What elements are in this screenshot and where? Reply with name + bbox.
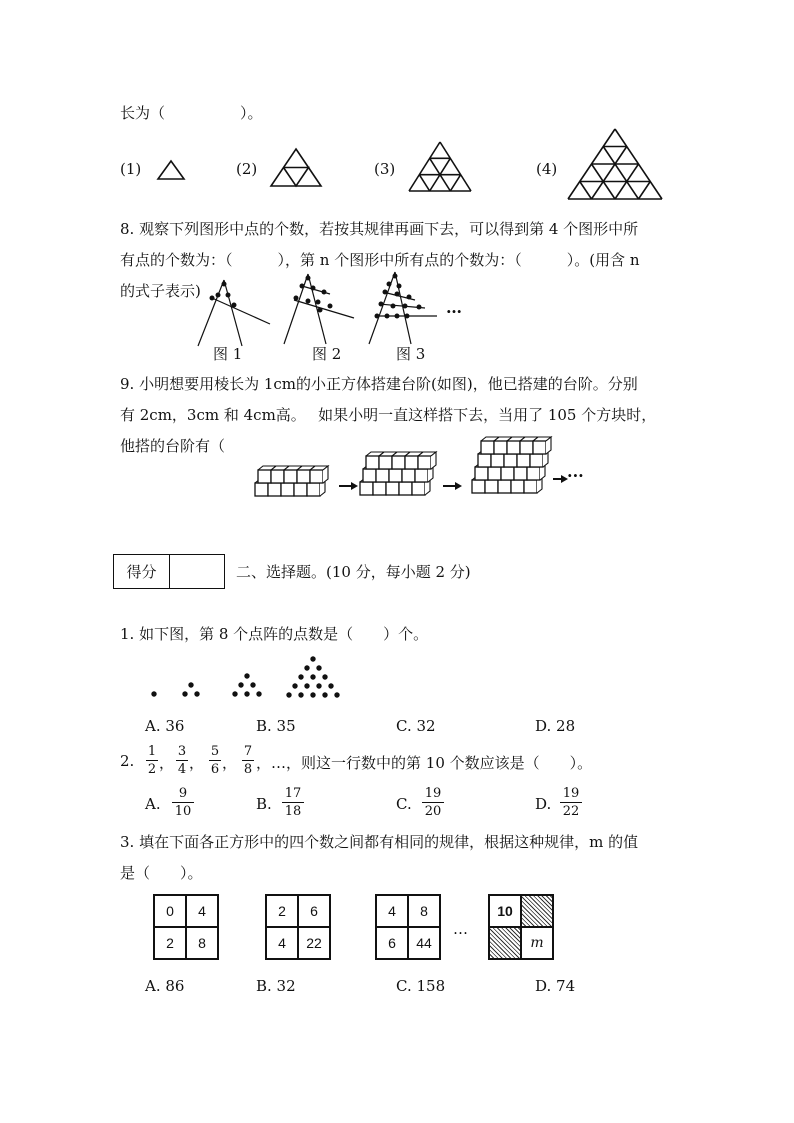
dot-figure-1 [190, 278, 280, 348]
c3-option-c: C. 158 [396, 977, 446, 995]
c1-option-c: C. 32 [396, 717, 436, 735]
square-cell: 10 [489, 895, 521, 927]
square-cell: 0 [154, 895, 186, 927]
square-cell: 6 [298, 895, 330, 927]
q7-label-4: (4) [536, 160, 558, 178]
c2-option-d-fraction: 19 22 [560, 786, 582, 819]
number-square-4 [488, 894, 554, 960]
number-square-3 [375, 894, 441, 960]
c2-prefix: 2. [120, 752, 135, 770]
score-label: 得分 [114, 555, 170, 588]
c3-option-a: A. 86 [145, 977, 185, 995]
staircase-figure-3 [472, 437, 552, 506]
c2-option-a-letter: A. [145, 795, 161, 813]
square-cell: 2 [154, 927, 186, 959]
c2-seq-fraction-3: 5 6 [210, 744, 220, 777]
q8-figure-label-2: 图 2 [312, 345, 342, 363]
triangle-figure-3 [408, 141, 472, 192]
dot-figure-2 [280, 272, 360, 348]
section-title: 二、选择题。(10 分，每小题 2 分) [236, 563, 471, 581]
c3-line-2: 是（ ）。 [120, 864, 203, 882]
c2-option-b-fraction: 17 18 [282, 786, 304, 819]
q8-line-2: 有点的个数为：（ ），第 n 个图形中所有点的个数为：（ ）。(用含 n [120, 251, 640, 269]
c2-sep: ， [222, 754, 238, 772]
triangle-figure-4 [567, 128, 663, 200]
q9-line-2: 有 2cm，3cm 和 4cm高。 如果小明一直这样搭下去，当用了 105 个方块时， [120, 406, 657, 424]
square-cell: 2 [266, 895, 298, 927]
q9-line-3: 他搭的台阶有（ [120, 437, 226, 455]
c1-option-d: D. 28 [535, 717, 576, 735]
staircase-figure-1 [255, 466, 335, 506]
c2-sep: ， [159, 754, 175, 772]
c3-dots: … [453, 920, 468, 938]
hatched-cell [489, 927, 521, 959]
q8-ellipsis: … [446, 298, 462, 317]
arrow-icon [339, 481, 359, 491]
q8-line-1: 8. 观察下列图形中点的个数，若按其规律再画下去，可以得到第 4 个图形中所 [120, 220, 639, 238]
c3-option-d: D. 74 [535, 977, 576, 995]
c3-option-b: B. 32 [256, 977, 296, 995]
triangle-figure-2 [270, 148, 322, 188]
q8-figure-label-1: 图 1 [213, 345, 243, 363]
c2-seq-fraction-2: 3 4 [177, 744, 187, 777]
dot-array-figure [145, 655, 345, 700]
square-cell: 8 [408, 895, 440, 927]
q7-label-3: (3) [374, 160, 396, 178]
q8-line-3: 的式子表示) [120, 282, 201, 300]
triangle-figure-1 [157, 160, 185, 180]
c2-option-c-fraction: 19 20 [422, 786, 444, 819]
square-cell: 6 [376, 927, 408, 959]
square-cell: 4 [186, 895, 218, 927]
dot-figure-3 [365, 270, 447, 348]
number-square-2 [265, 894, 331, 960]
c1-option-b: B. 35 [256, 717, 296, 735]
score-box [113, 554, 225, 589]
c2-seq-fraction-4: 7 8 [243, 744, 253, 777]
c2-sep: ， [189, 754, 205, 772]
unknown-m-cell: m [521, 927, 553, 959]
staircase-figure-2 [360, 452, 440, 506]
c2-option-c-letter: C. [396, 795, 412, 813]
square-cell: 22 [298, 927, 330, 959]
q9-line-1: 9. 小明想要用棱长为 1cm的小正方体搭建台阶(如图)，他已搭建的台阶。分别 [120, 375, 638, 393]
q8-figure-label-3: 图 3 [396, 345, 426, 363]
q7-label-1: (1) [120, 160, 142, 178]
square-cell: 8 [186, 927, 218, 959]
q7-text: 长为（ ）。 [120, 104, 263, 122]
c2-option-a-fraction: 9 10 [172, 786, 194, 819]
square-cell: 4 [266, 927, 298, 959]
c1-question: 1. 如下图，第 8 个点阵的点数是（ ）个。 [120, 625, 429, 643]
c2-question-tail: ，…，则这一行数中的第 10 个数应该是（ ）。 [256, 754, 593, 772]
c1-option-a: A. 36 [145, 717, 185, 735]
number-square-1 [153, 894, 219, 960]
c3-line-1: 3. 填在下面各正方形中的四个数之间都有相同的规律，根据这种规律，m 的值 [120, 833, 639, 851]
arrow-icon [443, 481, 463, 491]
q7-label-2: (2) [236, 160, 258, 178]
c2-seq-fraction-1: 1 2 [147, 744, 157, 777]
square-cell: 44 [408, 927, 440, 959]
hatched-cell [521, 895, 553, 927]
q9-ellipsis: ··· [567, 466, 584, 485]
c2-option-d-letter: D. [535, 795, 552, 813]
square-cell: 4 [376, 895, 408, 927]
c2-option-b-letter: B. [256, 795, 272, 813]
